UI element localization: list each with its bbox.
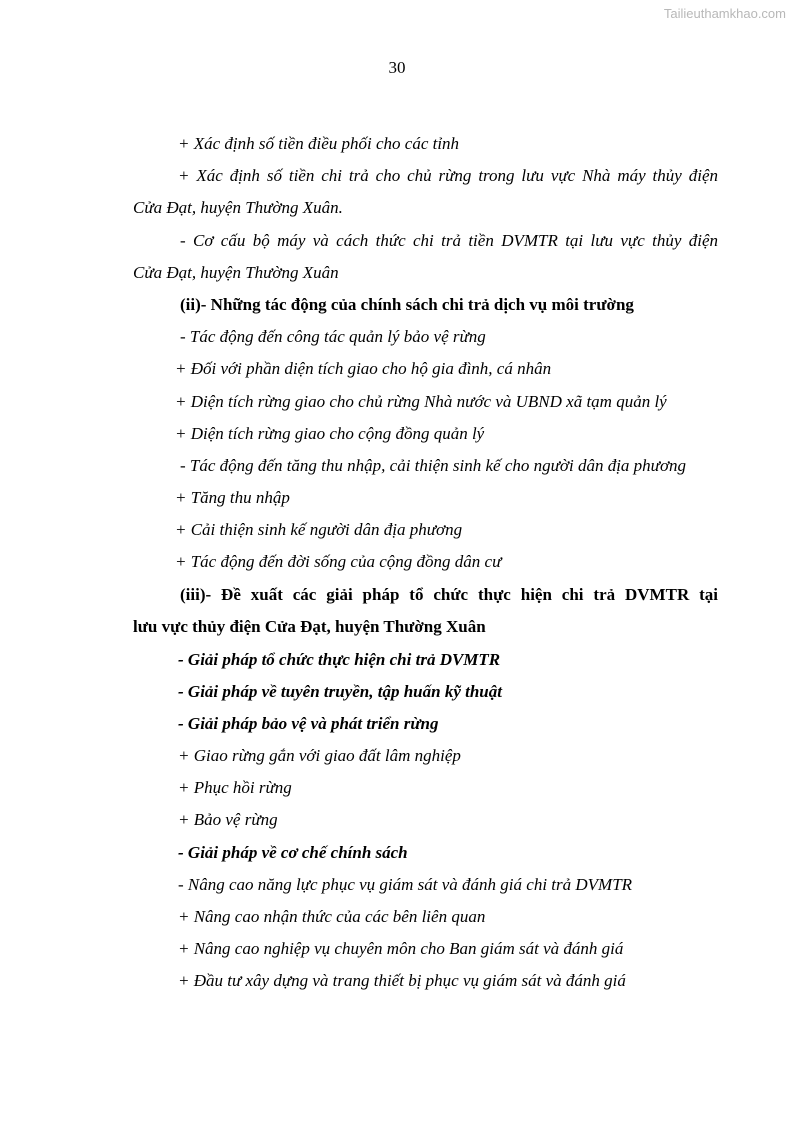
text-line: + Giao rừng gắn với giao đất lâm nghiệp [178, 746, 461, 765]
section-heading: (iii)- Đề xuất các giải pháp tổ chức thực hiện chi trả DVMTR tại [180, 585, 718, 604]
section-heading: lưu vực thủy điện Cửa Đạt, huyện Thường Xuân [133, 617, 486, 636]
text-line: + Bảo vệ rừng [178, 810, 278, 829]
text-line: + Phục hồi rừng [178, 778, 292, 797]
text-line: + Diện tích rừng giao cho cộng đồng quản lý [175, 424, 485, 443]
text-line: - Cơ cấu bộ máy và cách thức chi trả tiền DVMTR tại lưu vực thủy điện [180, 231, 718, 250]
watermark: Tailieuthamkhao.com [663, 6, 786, 21]
text-line: + Đầu tư xây dựng và trang thiết bị phục vụ giám sát và đánh giá [178, 971, 626, 990]
text-line: - Nâng cao năng lực phục vụ giám sát và đánh giá chi trả DVMTR [178, 875, 633, 894]
page-number: 30 [388, 58, 406, 77]
text-line: + Đối với phần diện tích giao cho hộ gia đình, cá nhân [175, 359, 552, 378]
text-line: Cửa Đạt, huyện Thường Xuân [133, 263, 339, 282]
text-line: + Xác định số tiền chi trả cho chủ rừng trong lưu vực Nhà máy thủy điện [178, 166, 718, 185]
subheading: - Giải pháp về cơ chế chính sách [178, 843, 408, 862]
text-line: + Tăng thu nhập [175, 488, 290, 507]
subheading: - Giải pháp bảo vệ và phát triển rừng [178, 714, 439, 733]
subheading: - Giải pháp về tuyên truyền, tập huấn kỹ thuật [178, 682, 502, 701]
text-line: - Tác động đến công tác quản lý bảo vệ rừng [180, 327, 486, 346]
subheading: - Giải pháp tổ chức thực hiện chi trả DVMTR [178, 650, 501, 669]
text-line: + Cải thiện sinh kế người dân địa phương [175, 520, 463, 539]
text-line: Cửa Đạt, huyện Thường Xuân. [133, 198, 343, 217]
text-line: - Tác động đến tăng thu nhập, cải thiện sinh kế cho người dân địa phương [180, 456, 687, 475]
text-line: + Nâng cao nhận thức của các bên liên quan [178, 907, 486, 926]
text-line: + Diện tích rừng giao cho chủ rừng Nhà nước và UBND xã tạm quản lý [175, 392, 667, 411]
text-line: + Xác định số tiền điều phối cho các tỉnh [178, 134, 460, 153]
text-line: + Nâng cao nghiệp vụ chuyên môn cho Ban giám sát và đánh giá [178, 939, 624, 958]
text-line: + Tác động đến đời sống của cộng đồng dân cư [175, 552, 502, 571]
section-heading: (ii)- Những tác động của chính sách chi trả dịch vụ môi trường [180, 295, 634, 314]
